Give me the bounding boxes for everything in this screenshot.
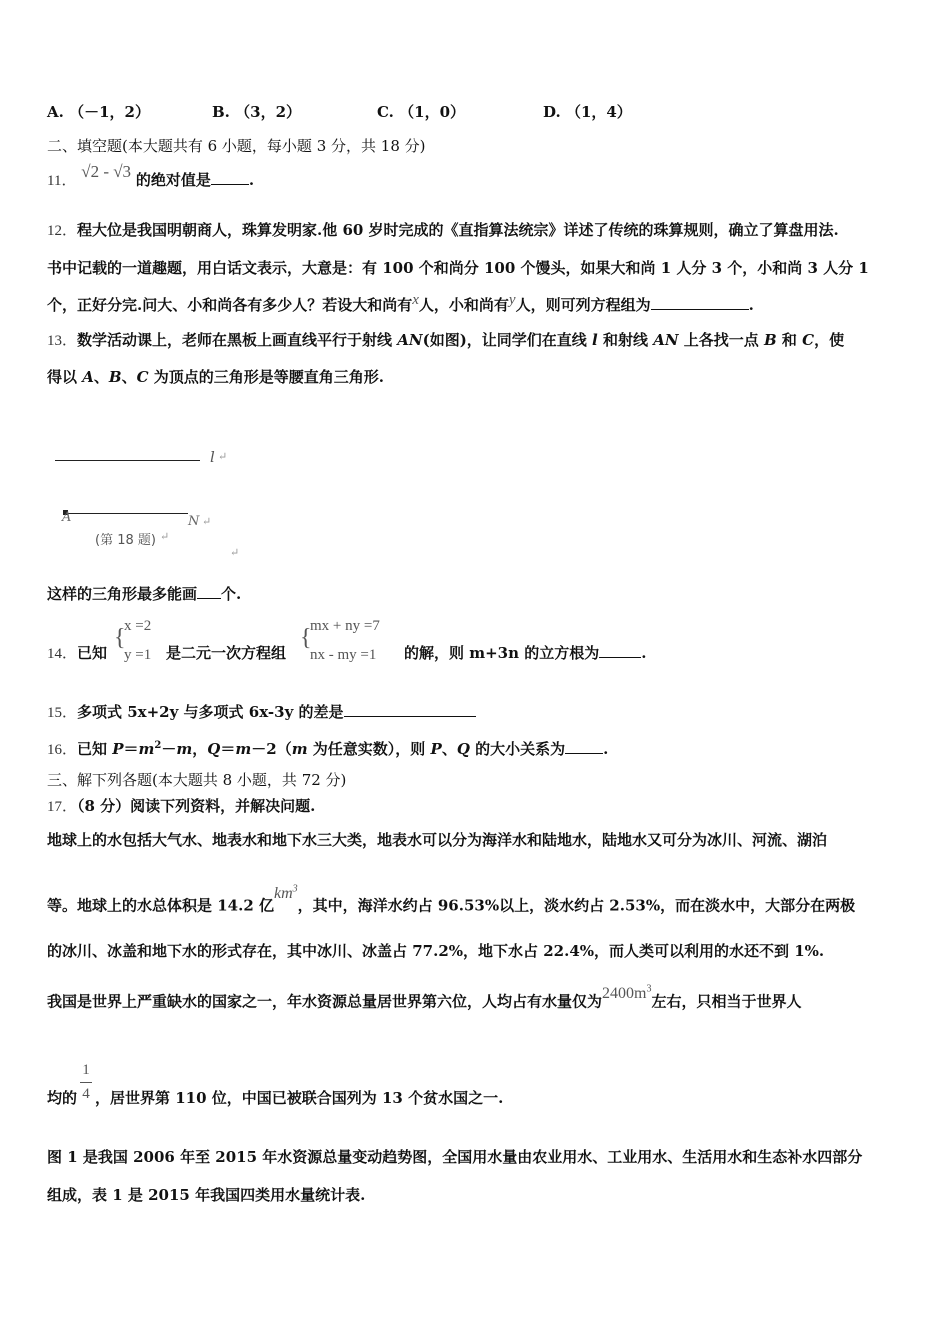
q17-km-exp: 3: [292, 884, 298, 895]
fraction-bar: [80, 1082, 92, 1083]
q16-pre: 已知: [77, 740, 113, 758]
q16-number: 16．: [47, 742, 78, 758]
q12-line3b: 人，小和尚有: [418, 296, 509, 314]
q12-line2: 书中记载的一道趣题，用白话文表示，大意是：有 100 个和尚分 100 个馒头，如果大和尚 1 人分 3 个，小和尚 3 人分 1: [47, 259, 869, 277]
question-15: [47, 702, 476, 723]
option-a-value: （－1，2）: [69, 103, 150, 121]
q13-number: 13．: [47, 333, 78, 349]
q13-sep-2: 、: [121, 368, 137, 386]
q13-sep-1: 、: [93, 368, 109, 386]
q16-sep: 、: [441, 740, 457, 758]
q11-text: 的绝对值是: [135, 171, 211, 189]
q12-answer-blank[interactable]: [651, 295, 749, 310]
question-12-line-3: [47, 292, 754, 316]
q11-number: 11．: [47, 173, 77, 189]
q15-answer-blank[interactable]: [344, 702, 476, 717]
q17-p2a: 等。地球上的水总体积是 14.2 亿: [47, 896, 274, 915]
q13-text-1e: 和: [776, 331, 803, 349]
q12-var-y: y: [508, 292, 516, 308]
question-12-line-1: [47, 220, 839, 241]
q14-end: .: [641, 644, 647, 662]
q17-p2b: ，其中，海洋水约占 96.53%以上，淡水约占 2.53%，而在淡水中，大部分在两极: [297, 896, 856, 915]
q17-paragraph-6: 图 1 是我国 2006 年至 2015 年水资源总量变动趋势图，全国用水量由农业用水、工业用水、生活用水和生态补水四部分: [47, 1148, 863, 1166]
q16-answer-blank[interactable]: [565, 739, 603, 754]
section-3-title: 三、解下列各题(本大题共 8 小题，共 72 分): [47, 771, 347, 789]
q14-system-1: [114, 616, 174, 670]
q17-paragraph-2: [47, 884, 856, 916]
q17-vol-exp: 3: [646, 984, 652, 995]
q16-tail: －2（: [251, 740, 292, 758]
q14-post-line: [404, 643, 646, 663]
q16-comma: ，: [192, 740, 208, 758]
q14-sys1-top: x =2: [124, 618, 152, 634]
q13-var-b: B: [764, 331, 777, 349]
options-row: [47, 102, 150, 122]
fig-label-a: A: [62, 510, 72, 525]
q13-text-1d: 上各找一点: [678, 331, 764, 349]
q17-p5a: 均的: [47, 1089, 78, 1107]
brace-icon: {: [114, 625, 126, 651]
q11-end: .: [248, 171, 255, 189]
q17-paragraph-7: 组成，表 1 是 2015 年我国四类用水量统计表.: [47, 1186, 366, 1204]
q13-var-a: A: [82, 368, 94, 386]
q13-var-b-2: B: [108, 368, 122, 386]
paragraph-mark-icon: ↵: [202, 515, 212, 528]
q16-var-p: P: [112, 740, 124, 758]
q13-var-l: l: [592, 331, 598, 349]
paragraph-mark-icon: ↵: [230, 546, 240, 559]
q14-sys2-bot: nx - my =1: [310, 647, 377, 663]
line-l: [55, 460, 200, 461]
q17-paragraph-4: [47, 984, 802, 1012]
option-c-label: C.: [377, 103, 394, 121]
q13-var-an: AN: [397, 331, 423, 349]
q17-frac-den: 4: [82, 1086, 90, 1102]
section-2-title: 二、填空题(本大题共有 6 小题，每小题 3 分，共 18 分): [47, 137, 426, 155]
q14-sys2-top: mx + ny =7: [310, 618, 380, 634]
q13-answer-blank[interactable]: [197, 584, 221, 599]
q12-line1: 程大位是我国明朝商人，珠算发明家.他 60 岁时完成的《直指算法统宗》详述了传统的珠算规则，确立了算盘用法.: [77, 221, 839, 239]
question-16: [47, 736, 608, 760]
option-d-value: （1，4）: [565, 103, 632, 121]
q17-paragraph-1: 地球上的水包括大气水、地表水和地下水三大类，地表水可以分为海洋水和陆地水，陆地水又可分为冰川、河流、湖泊: [47, 831, 828, 849]
q16-var-m-3: m: [291, 740, 308, 758]
fig-caption: (第 18 题): [95, 533, 156, 548]
q13-var-c-2: C: [136, 368, 149, 386]
q13-text-1a: 数学活动课上，老师在黑板上画直线平行于射线: [77, 331, 398, 349]
q14-pre: 已知: [77, 644, 108, 662]
q12-end: .: [748, 296, 754, 314]
q12-line3a: 个，正好分完.问大、小和尚各有多少人？若设大和尚有: [47, 296, 413, 314]
q17-head: （8 分）阅读下列资料，并解决问题.: [77, 797, 316, 815]
q12-number: 12．: [47, 223, 78, 239]
q17-unit-km: [274, 885, 298, 902]
fig-label-n: N: [188, 514, 200, 529]
option-c-value: （1，0）: [399, 103, 466, 121]
q17-vol: 2400m: [602, 985, 647, 1003]
q13-var-c: C: [802, 331, 815, 349]
q16-eq-2: ＝: [220, 740, 236, 758]
q13-text-2b: 为顶点的三角形是等腰直角三角形.: [148, 368, 384, 386]
ray-an: [66, 513, 188, 514]
question-11: [47, 162, 255, 191]
q13-text-1f: ，使: [814, 331, 845, 349]
q17-km: km: [273, 885, 293, 903]
q14-sys1-bot: y =1: [124, 647, 152, 663]
option-a-label: A.: [47, 103, 64, 121]
q16-tail-2: 为任意实数），则: [307, 740, 431, 758]
option-d-label: D.: [543, 103, 561, 121]
q12-var-x: x: [412, 292, 419, 308]
q16-var-q: Q: [207, 740, 221, 758]
q16-exponent: 2: [154, 740, 162, 751]
option-c: [377, 102, 465, 122]
q13-var-an-2: AN: [653, 331, 679, 349]
q16-post: 的大小关系为: [469, 740, 566, 758]
option-d: [543, 102, 632, 122]
q16-minus: －: [161, 740, 177, 758]
q14-system-2: [300, 616, 410, 670]
q13-answer-line: [47, 584, 241, 604]
q16-var-p-2: P: [430, 740, 442, 758]
question-13-line-1: [47, 330, 844, 351]
paragraph-mark-icon: ↵: [218, 450, 228, 463]
q16-var-m-sq: m: [138, 740, 155, 758]
q17-frac-num: 1: [82, 1062, 90, 1078]
q13-text-1c: 和射线: [597, 331, 654, 349]
q11-expression: √2 - √3: [81, 162, 132, 181]
paragraph-mark-icon: ↵: [160, 530, 170, 543]
q13-after-end: 个.: [221, 585, 242, 603]
q17-paragraph-3: 的冰川、冰盖和地下水的形式存在，其中冰川、冰盖占 77.2%，地下水占 22.4%，而人类可以利用的水还不到 1%.: [47, 942, 825, 960]
q12-line3c: 人，则可列方程组为: [515, 296, 651, 314]
q17-p5b: ，居世界第 110 位，中国已被联合国列为 13 个贫水国之一.: [95, 1089, 504, 1107]
q13-figure: [50, 440, 250, 565]
option-b-label: B.: [212, 103, 230, 121]
fig-label-l: l: [210, 448, 215, 466]
question-14: [47, 643, 107, 664]
q16-end: .: [603, 740, 609, 758]
q17-number: 17．: [47, 799, 78, 815]
q17-p4b: 左右，只相当于世界人: [651, 992, 802, 1011]
q16-eq-1: ＝: [123, 740, 139, 758]
q16-var-q-2: Q: [456, 740, 470, 758]
q15-number: 15．: [47, 705, 78, 721]
q13-text-1b: (如图)，让同学们在直线: [422, 331, 593, 349]
q13-after-text: 这样的三角形最多能画: [47, 585, 198, 603]
q14-number: 14．: [47, 646, 78, 662]
q13-text-2a: 得以: [47, 368, 83, 386]
option-b-value: （3，2）: [235, 103, 302, 121]
q17-fraction: [80, 1062, 92, 1103]
q14-post: 的解，则 m+3n 的立方根为: [404, 644, 600, 662]
question-13-line-2: [47, 367, 384, 387]
q11-answer-blank[interactable]: [211, 170, 249, 185]
option-b: [212, 102, 301, 122]
question-17-head: [47, 796, 315, 817]
q14-answer-blank[interactable]: [599, 643, 641, 658]
q16-var-m: m: [176, 740, 193, 758]
q17-volume: [602, 985, 651, 1002]
q14-mid: 是二元一次方程组: [166, 644, 287, 662]
q17-paragraph-5: [47, 1088, 503, 1108]
brace-icon: {: [300, 625, 312, 651]
q16-var-m-2: m: [235, 740, 252, 758]
q15-text: 多项式 5x+2y 与多项式 6x-3y 的差是: [77, 703, 344, 721]
q17-p4a: 我国是世界上严重缺水的国家之一，年水资源总量居世界第六位，人均占有水量仅为: [47, 992, 603, 1011]
